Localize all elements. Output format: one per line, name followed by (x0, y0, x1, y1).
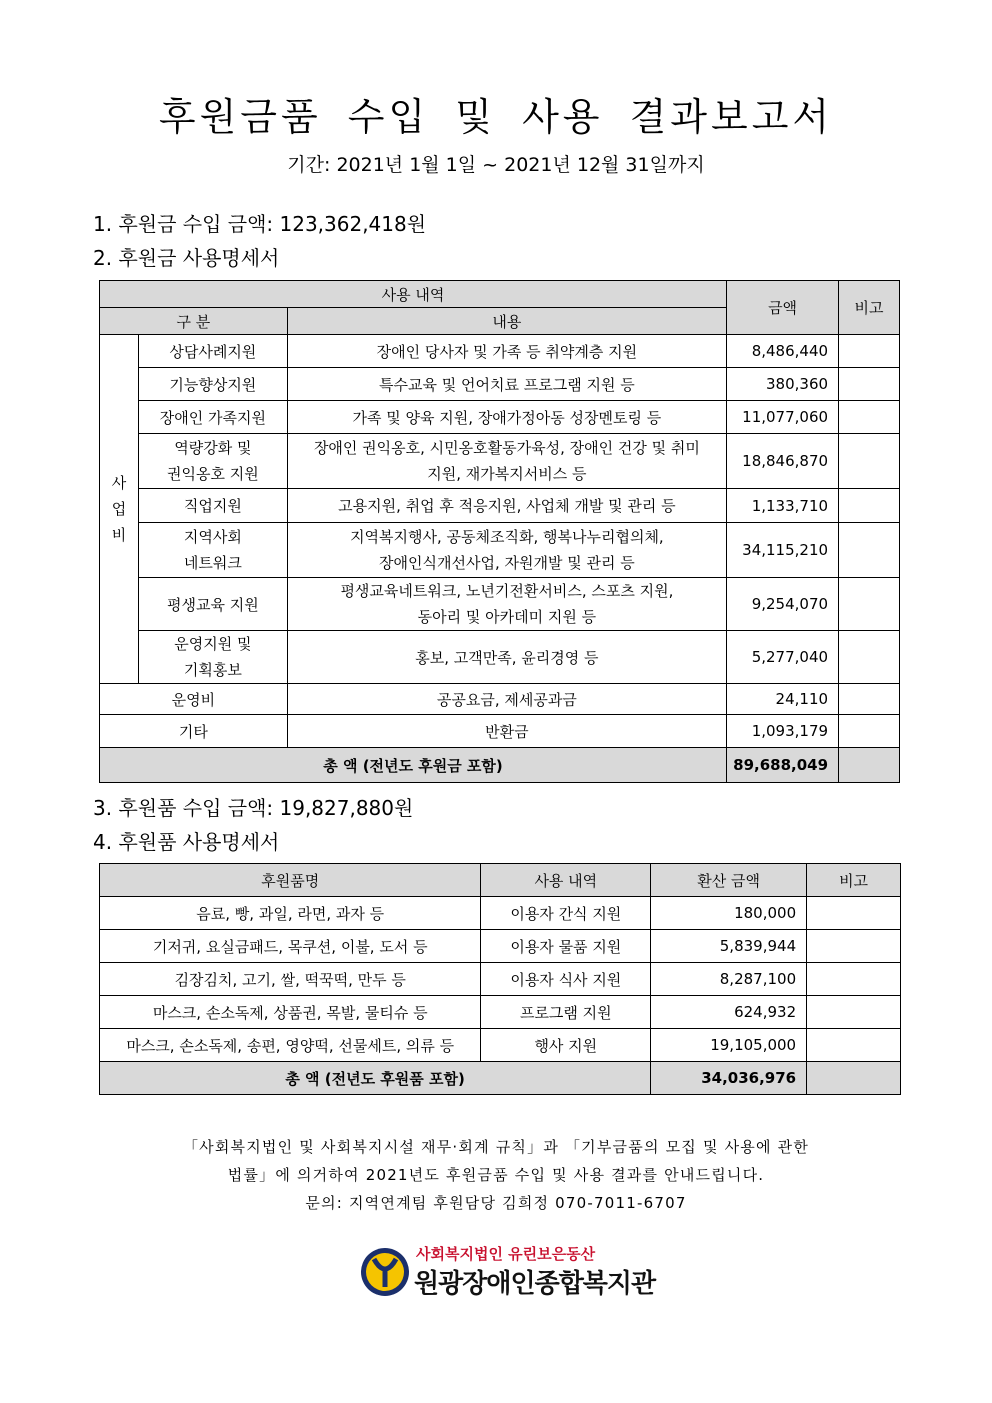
section-donation-usage: 2. 후원금 사용명세서 (93, 246, 280, 270)
row-amount: 24,110 (727, 684, 839, 715)
total-label: 총 액 (전년도 후원품 포함) (100, 1062, 651, 1095)
row-content: 홍보, 고객만족, 윤리경영 등 (287, 631, 726, 684)
goods-usage-table (99, 863, 901, 1095)
row-amount: 5,277,040 (727, 631, 839, 684)
row-note (839, 335, 900, 368)
table-row (100, 631, 900, 684)
section-donation-income: 1. 후원금 수입 금액: 123,362,418원 (93, 212, 427, 236)
row-category: 운영비 (100, 684, 288, 715)
row-usage: 프로그램 지원 (481, 996, 651, 1029)
table-row (100, 684, 900, 715)
notice-text (0, 1133, 992, 1217)
row-content: 반환금 (287, 715, 726, 748)
donation-usage-table (99, 280, 900, 783)
row-content: 고용지원, 취업 후 적응지원, 사업체 개발 및 관리 등 (287, 489, 726, 523)
row-amount: 1,093,179 (727, 715, 839, 748)
row-note (807, 930, 901, 963)
row-category: 직업지원 (138, 489, 287, 523)
row-note (807, 897, 901, 930)
table-row (100, 489, 900, 523)
row-amount: 8,287,100 (651, 963, 807, 996)
row-amount: 11,077,060 (727, 401, 839, 434)
report-period: 기간: 2021년 1월 1일 ~ 2021년 12월 31일까지 (287, 154, 705, 176)
table-row (100, 368, 900, 401)
header-amount: 금액 (727, 281, 839, 335)
row-amount: 1,133,710 (727, 489, 839, 523)
header-category: 구 분 (100, 308, 288, 335)
logo-subtitle: 사회복지법인 유린보은동산 (416, 1245, 596, 1263)
table-row (100, 897, 901, 930)
table-row (100, 930, 901, 963)
row-content: 평생교육네트워크, 노년기전환서비스, 스포츠 지원, 동아리 및 아카데미 지원 등 (287, 578, 726, 631)
notice-line: 법률」에 의거하여 2021년도 후원금품 수입 및 사용 결과를 안내드립니다. (227, 1166, 765, 1184)
header-note: 비고 (839, 281, 900, 335)
row-amount: 180,000 (651, 897, 807, 930)
header-note: 비고 (807, 864, 901, 897)
row-amount: 380,360 (727, 368, 839, 401)
row-content: 가족 및 양육 지원, 장애가정아동 성장멘토링 등 (287, 401, 726, 434)
row-item: 마스크, 손소독제, 상품권, 목발, 물티슈 등 (100, 996, 481, 1029)
row-note (839, 401, 900, 434)
contact-line: 문의: 지역연계팀 후원담당 김희정 070-7011-6707 (305, 1194, 687, 1212)
logo-name: 원광장애인종합복지관 (414, 1269, 656, 1299)
total-row (100, 1062, 901, 1095)
row-note (807, 963, 901, 996)
table-row (100, 578, 900, 631)
total-amount: 34,036,976 (651, 1062, 807, 1095)
row-note (839, 368, 900, 401)
table-row (100, 335, 900, 368)
row-content: 장애인 권익옹호, 시민옹호활동가육성, 장애인 건강 및 취미 지원, 재가복지서비스 등 (287, 434, 726, 489)
header-usage: 사용 내역 (100, 281, 727, 308)
row-amount: 624,932 (651, 996, 807, 1029)
row-note (839, 489, 900, 523)
row-content: 장애인 당사자 및 가족 등 취약계층 지원 (287, 335, 726, 368)
wonkwang-emblem-icon (360, 1247, 410, 1297)
total-row (100, 748, 900, 783)
row-note (839, 715, 900, 748)
row-content: 공공요금, 제세공과금 (287, 684, 726, 715)
section-goods-income: 3. 후원품 수입 금액: 19,827,880원 (93, 796, 414, 820)
table-row (100, 523, 900, 578)
row-item: 김장김치, 고기, 쌀, 떡꾹떡, 만두 등 (100, 963, 481, 996)
row-amount: 9,254,070 (727, 578, 839, 631)
row-note (839, 523, 900, 578)
row-note (807, 996, 901, 1029)
header-usage: 사용 내역 (481, 864, 651, 897)
row-usage: 이용자 간식 지원 (481, 897, 651, 930)
total-note (839, 748, 900, 783)
total-amount: 89,688,049 (727, 748, 839, 783)
row-category: 상담사례지원 (138, 335, 287, 368)
row-amount: 18,846,870 (727, 434, 839, 489)
row-category: 운영지원 및 기획홍보 (138, 631, 287, 684)
table-row (100, 963, 901, 996)
row-amount: 5,839,944 (651, 930, 807, 963)
row-amount: 34,115,210 (727, 523, 839, 578)
page-title: 후원금품 수입 및 사용 결과보고서 (158, 95, 834, 139)
row-usage: 이용자 물품 지원 (481, 930, 651, 963)
row-note (839, 631, 900, 684)
table-row (100, 434, 900, 489)
row-category: 역량강화 및 권익옹호 지원 (138, 434, 287, 489)
header-content: 내용 (287, 308, 726, 335)
row-item: 음료, 빵, 과일, 라면, 과자 등 (100, 897, 481, 930)
row-usage: 이용자 식사 지원 (481, 963, 651, 996)
row-content: 특수교육 및 언어치료 프로그램 지원 등 (287, 368, 726, 401)
row-category: 지역사회 네트워크 (138, 523, 287, 578)
section-goods-usage: 4. 후원품 사용명세서 (93, 830, 280, 854)
row-item: 마스크, 손소독제, 송편, 영양떡, 선물세트, 의류 등 (100, 1029, 481, 1062)
table-row (100, 996, 901, 1029)
row-note (839, 684, 900, 715)
row-category: 장애인 가족지원 (138, 401, 287, 434)
row-amount: 19,105,000 (651, 1029, 807, 1062)
row-item: 기저귀, 요실금패드, 목쿠션, 이불, 도서 등 (100, 930, 481, 963)
row-content: 지역복지행사, 공동체조직화, 행복나누리협의체, 장애인식개선사업, 자원개발 및 관리 등 (287, 523, 726, 578)
row-amount: 8,486,440 (727, 335, 839, 368)
table-row (100, 1029, 901, 1062)
table-row (100, 715, 900, 748)
notice-line: 「사회복지법인 및 사회복지시설 재무·회계 규칙」과 「기부금품의 모집 및 사용에 관한 (182, 1138, 810, 1156)
total-note (807, 1062, 901, 1095)
row-note (807, 1029, 901, 1062)
header-item: 후원품명 (100, 864, 481, 897)
row-category: 기능향상지원 (138, 368, 287, 401)
row-note (839, 434, 900, 489)
row-note (839, 578, 900, 631)
row-category: 기타 (100, 715, 288, 748)
project-cost-label: 사 업 비 (100, 335, 139, 684)
organization-logo (360, 1241, 656, 1301)
row-usage: 행사 지원 (481, 1029, 651, 1062)
header-amount: 환산 금액 (651, 864, 807, 897)
total-label: 총 액 (전년도 후원금 포함) (100, 748, 727, 783)
row-category: 평생교육 지원 (138, 578, 287, 631)
table-row (100, 401, 900, 434)
